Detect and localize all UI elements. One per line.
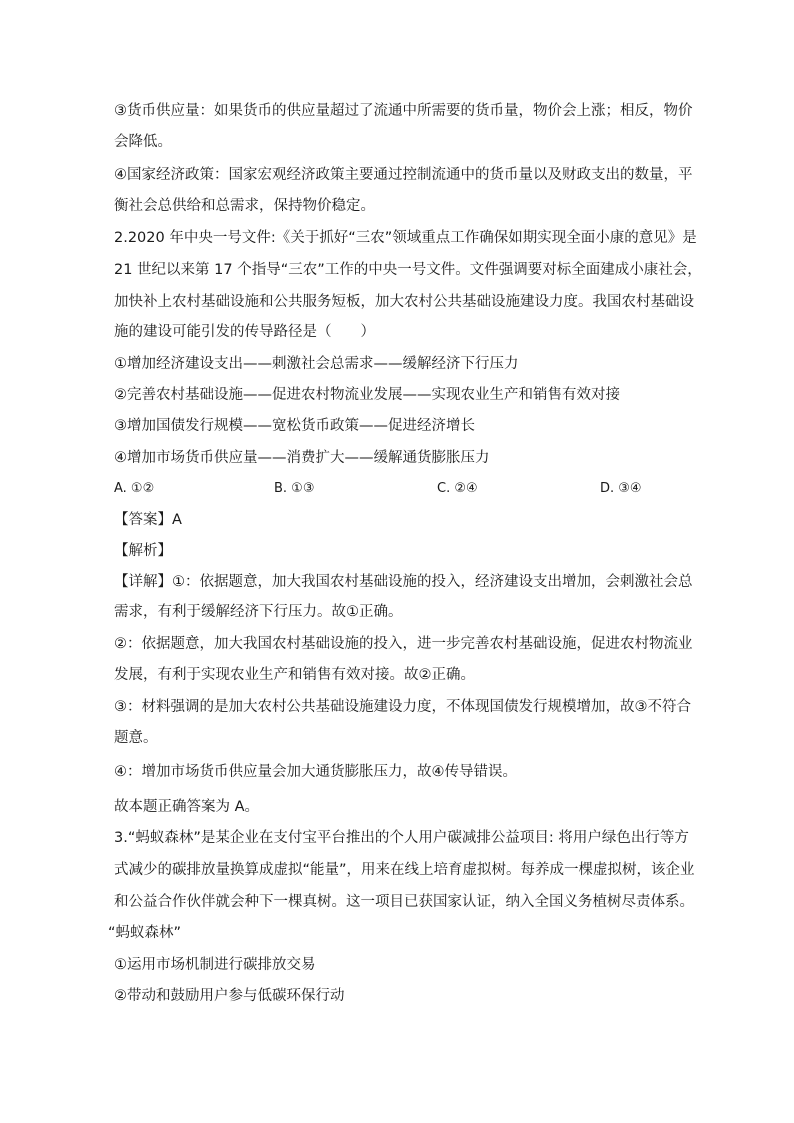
question-3-stem: 3.“蚂蚁森林”是某企业在支付宝平台推出的个人用户碳减排公益项目: 将用户绿色出行等方 xyxy=(114,830,689,846)
analysis-label: 【解析】 xyxy=(114,543,172,559)
statement-2: ②带动和鼓励用户参与低碳环保行动 xyxy=(114,988,345,1004)
text-line: ②：依据题意，加大我国农村基础设施的投入，进一步完善农村基础设施，促进农村物流业 xyxy=(114,636,693,652)
statement-1: ①增加经济建设支出——刺激社会总需求——缓解经济下行压力 xyxy=(114,356,519,372)
text-line: 需求，有利于缓解经济下行压力。故①正确。 xyxy=(114,604,403,620)
text-line: 式减少的碳排放量换算成虚拟“能量”，用来在线上培育虚拟树。每养成一棵虚拟树，该企业 xyxy=(114,862,695,878)
statement-4: ④增加市场货币供应量——消费扩大——缓解通货膨胀压力 xyxy=(114,450,490,466)
option-c: C. ②④ xyxy=(437,481,478,496)
option-b: B. ①③ xyxy=(274,481,315,496)
statement-2: ②完善农村基础设施——促进农村物流业发展——实现农业生产和销售有效对接 xyxy=(114,387,620,403)
text-line: ③货币供应量：如果货币的供应量超过了流通中所需要的货币量，物价会上涨；相反，物价 xyxy=(114,103,693,119)
text-line: ③：材料强调的是加大农村公共基础设施建设力度，不体现国债发行规模增加，故③不符合 xyxy=(114,699,691,715)
text-line: 发展，有利于实现农业生产和销售有效对接。故②正确。 xyxy=(114,667,475,683)
option-d: D. ③④ xyxy=(600,481,642,496)
statement-3: ③增加国债发行规模——宽松货币政策——促进经济增长 xyxy=(114,418,475,434)
text-line: 衡社会总供给和总需求，保持物价稳定。 xyxy=(114,198,375,214)
text-line: 故本题正确答案为 A。 xyxy=(114,799,260,815)
text-line: ④国家经济政策：国家宏观经济政策主要通过控制流通中的货币量以及财政支出的数量，平 xyxy=(114,167,693,183)
text-line: 和公益合作伙伴就会种下一棵真树。这一项目已获国家认证，纳入全国义务植树尽责体系。 xyxy=(114,894,694,910)
text-line: 施的建设可能引发的传导路径是（ ） xyxy=(114,324,375,340)
text-line: ④：增加市场货币供应量会加大通货膨胀压力，故④传导错误。 xyxy=(114,764,517,780)
text-line: 会降低。 xyxy=(114,134,172,150)
text-line: 加快补上农村基础设施和公共服务短板，加大农村公共基础设施建设力度。我国农村基础设 xyxy=(114,294,694,310)
option-a: A. ①② xyxy=(114,481,155,496)
question-2-stem: 2.2020 年中央一号文件:《关于抓好“三农”领域重点工作确保如期实现全面小康的意见》是 xyxy=(114,230,697,246)
text-line: 题意。 xyxy=(114,730,158,746)
text-line: 【详解】①：依据题意，加大我国农村基础设施的投入，经济建设支出增加，会刺激社会总 xyxy=(114,574,693,590)
answer-label: 【答案】A xyxy=(114,512,182,528)
text-line: 21 世纪以来第 17 个指导“三农”工作的中央一号文件。文件强调要对标全面建成小康社会， xyxy=(114,262,702,278)
text-line: “蚂蚁森林” xyxy=(108,925,182,941)
statement-1: ①运用市场机制进行碳排放交易 xyxy=(114,957,316,973)
